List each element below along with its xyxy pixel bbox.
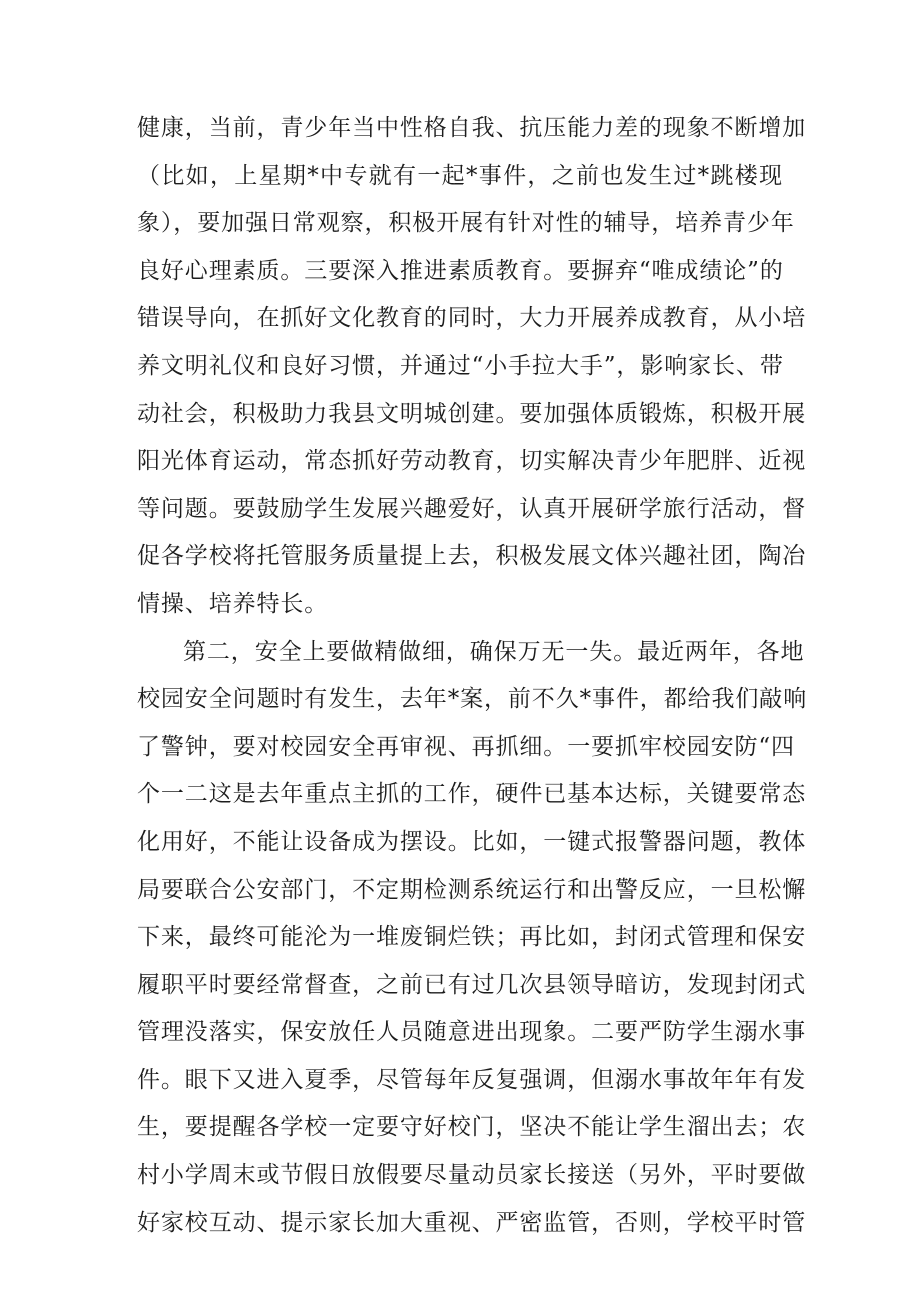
text-line: 象），要加强日常观察，积极开展有针对性的辅导，培养青少年 — [137, 210, 795, 237]
text-line: 个一二这是去年重点主抓的工作，硬件已基本达标，关键要常态 — [137, 781, 807, 808]
text-line: 村小学周末或节假日放假要尽量动员家长接送（另外，平时要做 — [137, 1162, 807, 1189]
text-line: 良好心理素质。三要深入推进素质教育。要摒弃“唯成绩论”的 — [137, 257, 784, 284]
text-line: 件。眼下又进入夏季，尽管每年反复强调，但溺水事故年年有发 — [137, 1066, 807, 1093]
text-line: 校园安全问题时有发生，去年*案，前不久*事件，都给我们敲响 — [137, 686, 808, 713]
text-line: 健康，当前，青少年当中性格自我、抗压能力差的现象不断增加 — [137, 115, 807, 141]
text-line: 错误导向，在抓好文化教育的同时，大力开展养成教育，从小培 — [137, 305, 807, 332]
text-line: 等问题。要鼓励学生发展兴趣爱好，认真开展研学旅行活动，督 — [137, 495, 807, 522]
text-line: 促各学校将托管服务质量提上去，积极发展文体兴趣社团，陶冶 — [137, 543, 807, 570]
text-line: 局要联合公安部门，不定期检测系统运行和出警反应，一旦松懈 — [137, 876, 807, 903]
text-line: 好家校互动、提示家长加大重视、严密监管，否则，学校平时管 — [137, 1209, 807, 1236]
document-body — [137, 105, 808, 1247]
text-line: 阳光体育运动，常态抓好劳动教育，切实解决青少年肥胖、近视 — [137, 448, 807, 475]
text-line: 管理没落实，保安放任人员随意进出现象。二要严防学生溺水事 — [137, 1019, 807, 1046]
text-line: 养文明礼仪和良好习惯，并通过“小手拉大手”，影响家长、带 — [137, 352, 784, 379]
text-line: 第二，安全上要做精做细，确保万无一失。最近两年，各地 — [183, 638, 805, 665]
text-line: 履职平时要经常督查，之前已有过几次县领导暗访，发现封闭式 — [137, 971, 807, 998]
text-line: （比如，上星期*中专就有一起*事件，之前也发生过*跳楼现 — [137, 162, 783, 189]
text-line: 了警钟，要对校园安全再审视、再抓细。一要抓牢校园安防“四 — [137, 733, 795, 760]
text-line: 下来，最终可能沦为一堆废铜烂铁；再比如，封闭式管理和保安 — [137, 924, 807, 951]
paragraph-1 — [137, 105, 807, 629]
text-line: 生，要提醒各学校一定要守好校门，坚决不能让学生溜出去；农 — [137, 1114, 807, 1141]
paragraph-2 — [137, 629, 808, 1248]
text-line: 情操、培养特长。 — [137, 590, 329, 617]
text-line: 动社会，积极助力我县文明城创建。要加强体质锻炼，积极开展 — [137, 400, 807, 427]
text-line: 化用好，不能让设备成为摆设。比如，一键式报警器问题，教体 — [137, 828, 807, 855]
